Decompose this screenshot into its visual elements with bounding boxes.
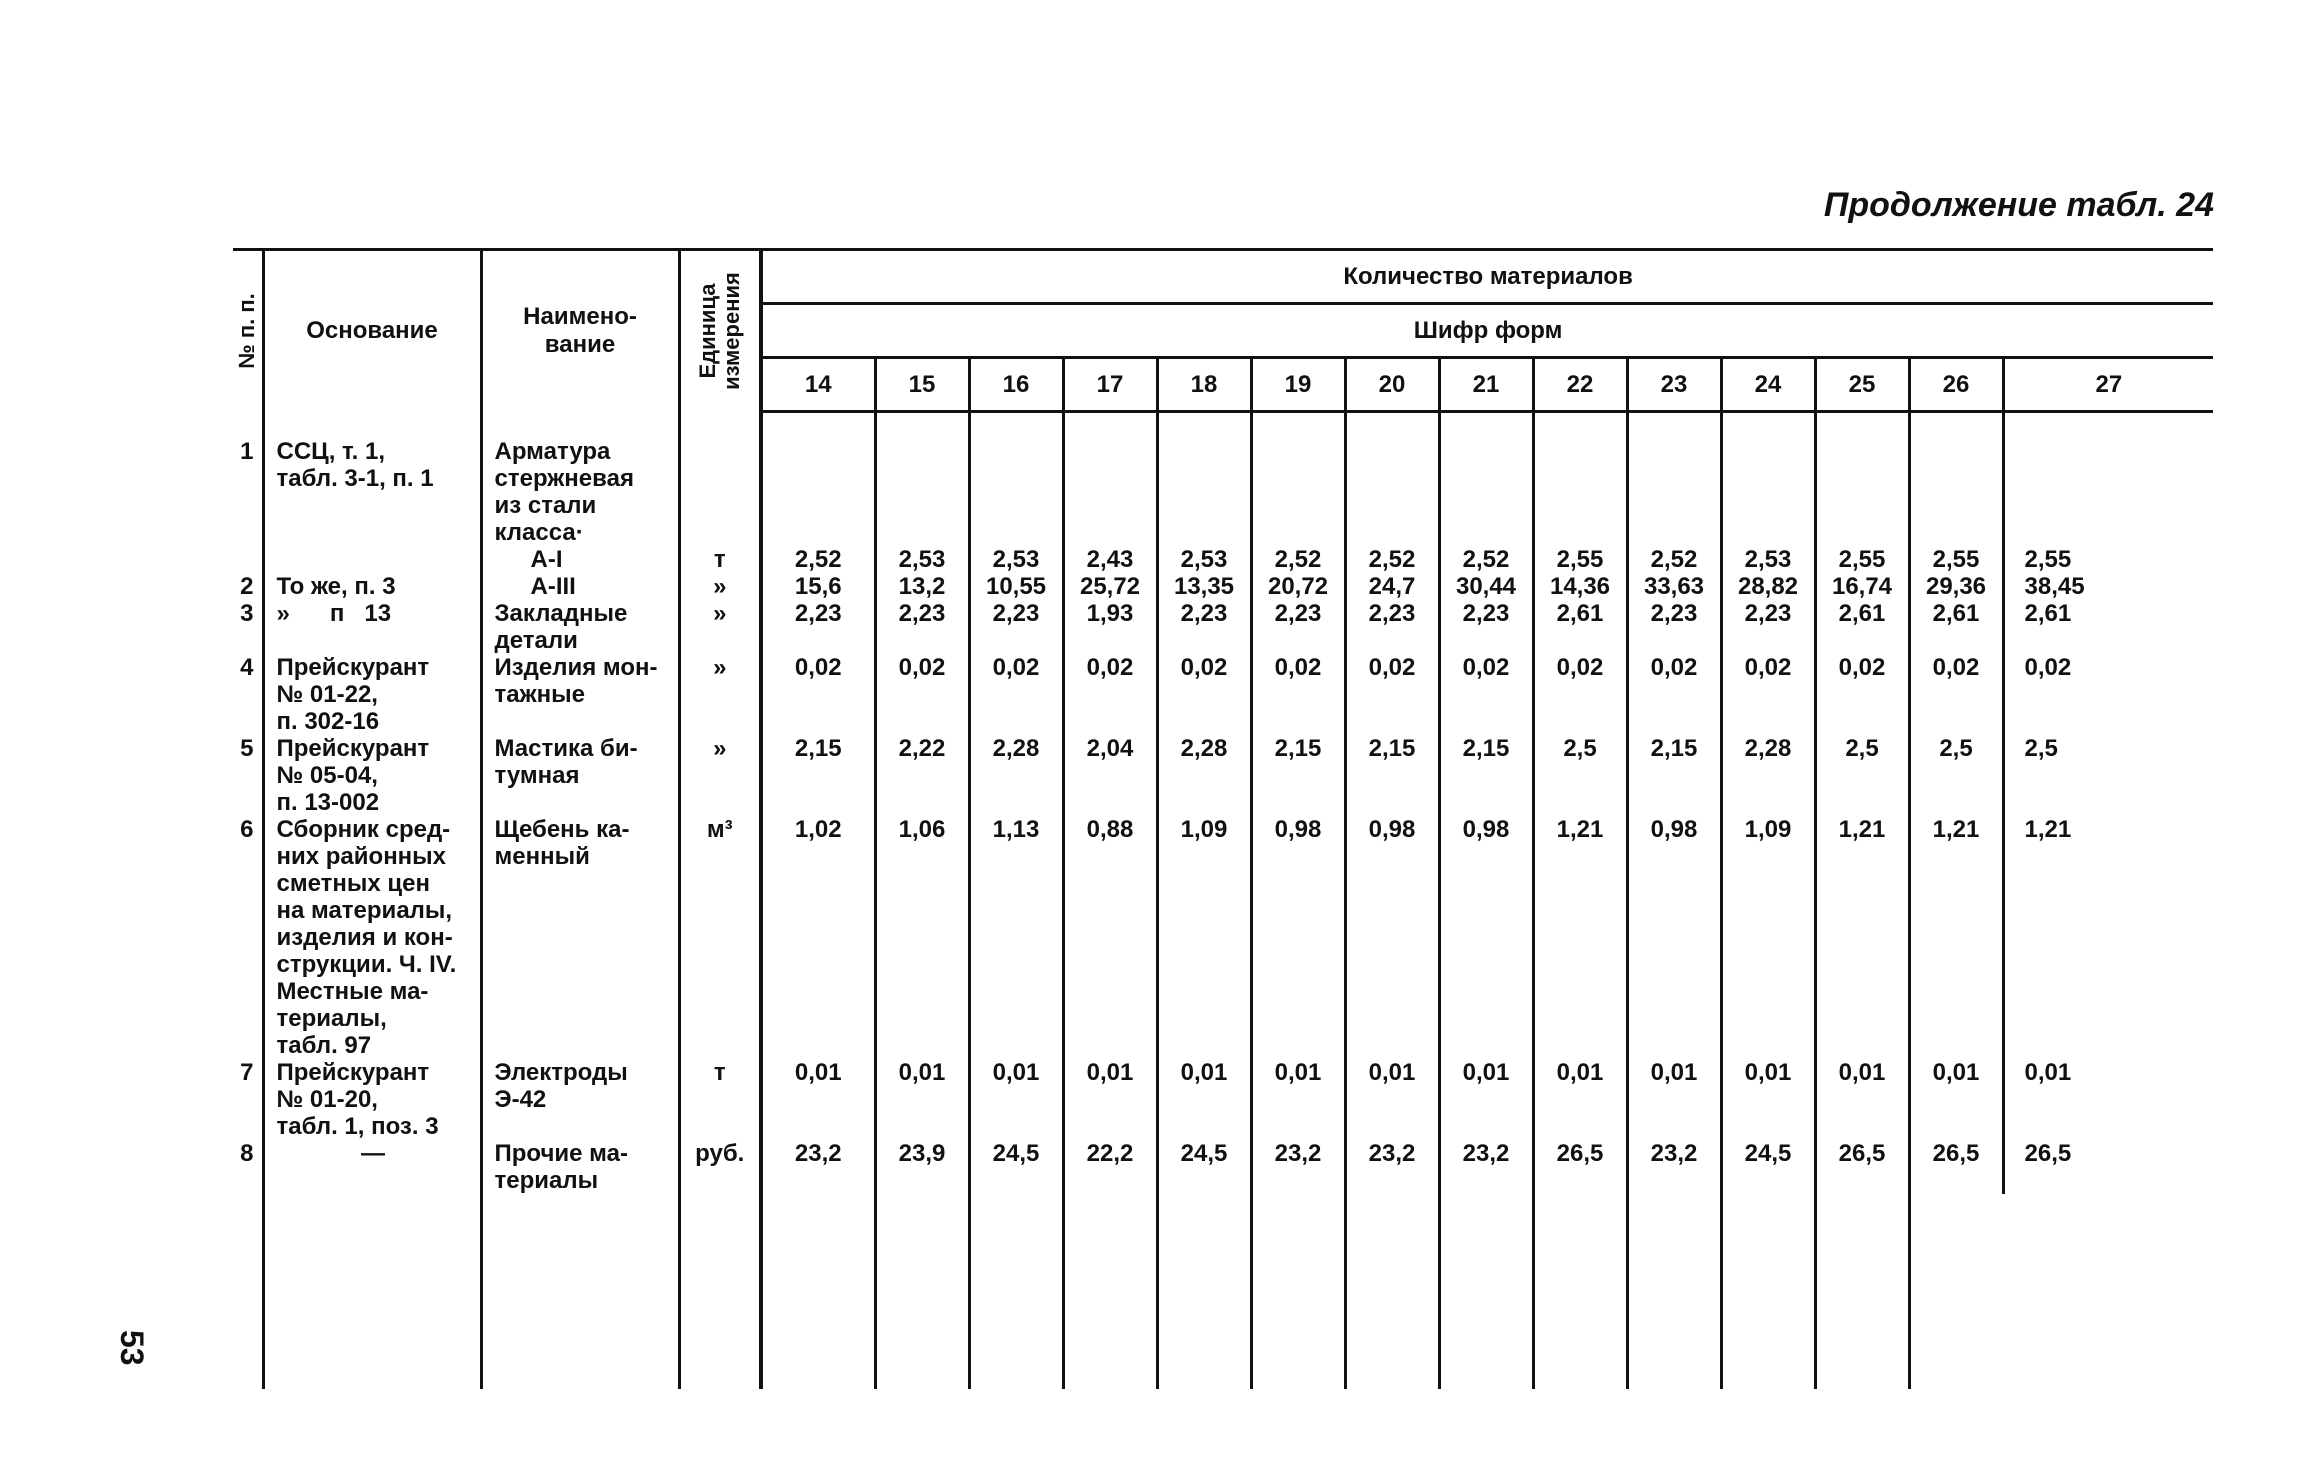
- row-name: Прочие ма- териалы: [481, 1140, 679, 1194]
- row-value: 2,53: [1721, 438, 1815, 573]
- row-number: 3: [240, 599, 254, 627]
- row-value: 1,13: [969, 816, 1063, 1059]
- row-value: 2,04: [1063, 735, 1157, 816]
- row-value: 24,5: [1157, 1140, 1251, 1194]
- row-value: 22,2: [1063, 1140, 1157, 1194]
- code-26: 26: [1909, 358, 2003, 412]
- code-23: 23: [1627, 358, 1721, 412]
- code-25: 25: [1815, 358, 1909, 412]
- row-value: 23,2: [1251, 1140, 1345, 1194]
- row-value: 1,06: [875, 816, 969, 1059]
- row-value: 2,15: [1251, 735, 1345, 816]
- row-value: 2,53: [1157, 438, 1251, 573]
- row-value: 23,2: [1439, 1140, 1533, 1194]
- row-value: 2,61: [1909, 600, 2003, 654]
- row-number: 2: [240, 572, 254, 600]
- row-basis: То же, п. 3: [263, 573, 481, 600]
- row-value: 2,5: [1909, 735, 2003, 816]
- row-value: 23,2: [1627, 1140, 1721, 1194]
- row-value: 0,01: [1063, 1059, 1157, 1140]
- row-value: 38,45: [2003, 573, 2213, 600]
- row-value: 0,02: [1909, 654, 2003, 735]
- header-name: Наимено- вание: [481, 250, 679, 412]
- row-basis: » п 13: [263, 600, 481, 654]
- row-number: 8: [240, 1139, 254, 1167]
- table-row: [233, 654, 2213, 735]
- row-basis: Прейскурант № 01-20, табл. 1, поз. 3: [263, 1059, 481, 1140]
- row-number: 1: [240, 437, 254, 465]
- row-value: 2,23: [1439, 600, 1533, 654]
- row-value: 2,43: [1063, 438, 1157, 573]
- row-number: 6: [240, 815, 254, 843]
- row-value: 26,5: [1815, 1140, 1909, 1194]
- row-value: 13,2: [875, 573, 969, 600]
- row-value: 23,2: [1345, 1140, 1439, 1194]
- row-value: 20,72: [1251, 573, 1345, 600]
- row-value: 28,82: [1721, 573, 1815, 600]
- row-name: Арматура стержневая из стали класса· А-I: [481, 438, 679, 573]
- row-value: 29,36: [1909, 573, 2003, 600]
- row-value: 2,5: [1533, 735, 1627, 816]
- code-15: 15: [875, 358, 969, 412]
- row-value: 0,01: [1909, 1059, 2003, 1140]
- row-value: 0,98: [1345, 816, 1439, 1059]
- row-unit: т: [679, 1059, 761, 1140]
- row-value: 24,7: [1345, 573, 1439, 600]
- row-value: 24,5: [969, 1140, 1063, 1194]
- row-basis: Прейскурант № 01-22, п. 302-16: [263, 654, 481, 735]
- row-value: 0,01: [1721, 1059, 1815, 1140]
- row-value: 0,02: [1533, 654, 1627, 735]
- row-value: 2,52: [1345, 438, 1439, 573]
- row-value: 0,02: [2003, 654, 2213, 735]
- row-unit: »: [679, 573, 761, 600]
- row-unit: »: [679, 735, 761, 816]
- code-19: 19: [1251, 358, 1345, 412]
- row-value: 0,01: [875, 1059, 969, 1140]
- row-basis: Прейскурант № 05-04, п. 13-002: [263, 735, 481, 816]
- row-value: 2,52: [1439, 438, 1533, 573]
- code-14: 14: [761, 358, 875, 412]
- table-caption: Продолжение табл. 24: [1823, 186, 2214, 224]
- row-value: 0,01: [1251, 1059, 1345, 1140]
- table-row: [233, 816, 2213, 1059]
- row-value: 1,02: [761, 816, 875, 1059]
- row-value: 2,55: [1533, 438, 1627, 573]
- row-value: 0,01: [2003, 1059, 2213, 1140]
- row-value: 10,55: [969, 573, 1063, 600]
- row-value: 1,09: [1721, 816, 1815, 1059]
- row-value: 0,02: [875, 654, 969, 735]
- row-value: 0,02: [1721, 654, 1815, 735]
- row-value: 0,02: [1251, 654, 1345, 735]
- empty-row: [233, 1194, 2213, 1389]
- row-value: 2,23: [1157, 600, 1251, 654]
- row-value: 13,35: [1157, 573, 1251, 600]
- header-basis: Основание: [263, 250, 481, 412]
- row-value: 0,98: [1439, 816, 1533, 1059]
- row-value: 2,23: [969, 600, 1063, 654]
- row-value: 2,55: [1909, 438, 2003, 573]
- row-value: 0,98: [1627, 816, 1721, 1059]
- row-value: 1,21: [1909, 816, 2003, 1059]
- row-value: 1,21: [1533, 816, 1627, 1059]
- row-value: 2,61: [2003, 600, 2213, 654]
- row-value: 26,5: [1909, 1140, 2003, 1194]
- row-value: 2,23: [1345, 600, 1439, 654]
- row-value: 2,28: [969, 735, 1063, 816]
- row-value: 2,15: [1439, 735, 1533, 816]
- header-unit: Единица измерения: [679, 250, 761, 412]
- row-value: 2,22: [875, 735, 969, 816]
- table-row: [233, 573, 2213, 600]
- materials-table: [233, 248, 2213, 1389]
- row-value: 2,28: [1157, 735, 1251, 816]
- row-value: 33,63: [1627, 573, 1721, 600]
- row-unit: руб.: [679, 1140, 761, 1194]
- table-row: [233, 735, 2213, 816]
- row-value: 2,53: [969, 438, 1063, 573]
- row-value: 2,52: [761, 438, 875, 573]
- row-value: 0,01: [1439, 1059, 1533, 1140]
- row-value: 16,74: [1815, 573, 1909, 600]
- row-value: 0,02: [1815, 654, 1909, 735]
- row-value: 0,02: [969, 654, 1063, 735]
- row-unit: »: [679, 654, 761, 735]
- row-value: 2,5: [1815, 735, 1909, 816]
- row-value: 0,02: [1627, 654, 1721, 735]
- row-unit: т: [679, 438, 761, 573]
- row-value: 2,23: [875, 600, 969, 654]
- row-name: Щебень ка- менный: [481, 816, 679, 1059]
- table-body: [233, 412, 2213, 1389]
- row-value: 2,52: [1251, 438, 1345, 573]
- spacer-row: [233, 412, 2213, 438]
- row-value: 0,88: [1063, 816, 1157, 1059]
- row-value: 1,21: [1815, 816, 1909, 1059]
- code-27: 27: [2003, 358, 2213, 412]
- row-value: 0,01: [1815, 1059, 1909, 1140]
- row-value: 2,15: [761, 735, 875, 816]
- table-row: [233, 1059, 2213, 1140]
- header-materials-quantity: Количество материалов: [761, 250, 2213, 304]
- row-basis: —: [263, 1140, 481, 1194]
- row-value: 0,01: [1533, 1059, 1627, 1140]
- row-value: 26,5: [2003, 1140, 2213, 1194]
- row-value: 1,09: [1157, 816, 1251, 1059]
- row-value: 2,23: [1251, 600, 1345, 654]
- row-value: 2,55: [2003, 438, 2213, 573]
- row-value: 2,23: [1721, 600, 1815, 654]
- row-basis: ССЦ, т. 1, табл. 3-1, п. 1: [263, 438, 481, 573]
- row-value: 2,23: [761, 600, 875, 654]
- row-value: 0,02: [1157, 654, 1251, 735]
- table-row: [233, 1140, 2213, 1194]
- row-value: 0,02: [1439, 654, 1533, 735]
- row-value: 0,01: [1157, 1059, 1251, 1140]
- row-value: 1,21: [2003, 816, 2213, 1059]
- row-value: 2,28: [1721, 735, 1815, 816]
- row-unit: »: [679, 600, 761, 654]
- row-value: 15,6: [761, 573, 875, 600]
- row-value: 2,55: [1815, 438, 1909, 573]
- row-value: 23,9: [875, 1140, 969, 1194]
- table-row: [233, 438, 2213, 573]
- row-value: 24,5: [1721, 1140, 1815, 1194]
- row-value: 0,01: [1627, 1059, 1721, 1140]
- row-name: Электроды Э-42: [481, 1059, 679, 1140]
- row-value: 2,15: [1345, 735, 1439, 816]
- row-value: 30,44: [1439, 573, 1533, 600]
- row-name: Закладные детали: [481, 600, 679, 654]
- page-number: 53: [114, 1330, 150, 1366]
- row-value: 14,36: [1533, 573, 1627, 600]
- row-value: 0,01: [1345, 1059, 1439, 1140]
- row-value: 26,5: [1533, 1140, 1627, 1194]
- row-value: 2,61: [1815, 600, 1909, 654]
- row-name: Изделия мон- тажные: [481, 654, 679, 735]
- row-number: 5: [240, 734, 254, 762]
- row-value: 0,02: [761, 654, 875, 735]
- row-value: 25,72: [1063, 573, 1157, 600]
- code-22: 22: [1533, 358, 1627, 412]
- row-basis: Сборник сред- них районных сметных цен на материалы, изделия и кон- струкции. Ч. IV. Местные ма- териалы, табл. 97: [263, 816, 481, 1059]
- row-name: А-III: [481, 573, 679, 600]
- table-row: [233, 600, 2213, 654]
- row-value: 0,01: [969, 1059, 1063, 1140]
- code-17: 17: [1063, 358, 1157, 412]
- code-20: 20: [1345, 358, 1439, 412]
- row-value: 0,02: [1345, 654, 1439, 735]
- row-value: 2,23: [1627, 600, 1721, 654]
- code-21: 21: [1439, 358, 1533, 412]
- row-number: 7: [240, 1058, 254, 1086]
- row-unit: м³: [679, 816, 761, 1059]
- row-value: 2,61: [1533, 600, 1627, 654]
- row-value: 1,93: [1063, 600, 1157, 654]
- row-value: 2,15: [1627, 735, 1721, 816]
- row-value: 0,01: [761, 1059, 875, 1140]
- code-18: 18: [1157, 358, 1251, 412]
- row-value: 0,02: [1063, 654, 1157, 735]
- code-16: 16: [969, 358, 1063, 412]
- header-form-codes: Шифр форм: [761, 304, 2213, 358]
- row-name: Мастика би- тумная: [481, 735, 679, 816]
- row-value: 2,5: [2003, 735, 2213, 816]
- row-value: 2,52: [1627, 438, 1721, 573]
- row-value: 0,98: [1251, 816, 1345, 1059]
- row-value: 2,53: [875, 438, 969, 573]
- row-value: 23,2: [761, 1140, 875, 1194]
- row-number: 4: [240, 653, 254, 681]
- header-no: № п. п.: [233, 250, 263, 412]
- code-24: 24: [1721, 358, 1815, 412]
